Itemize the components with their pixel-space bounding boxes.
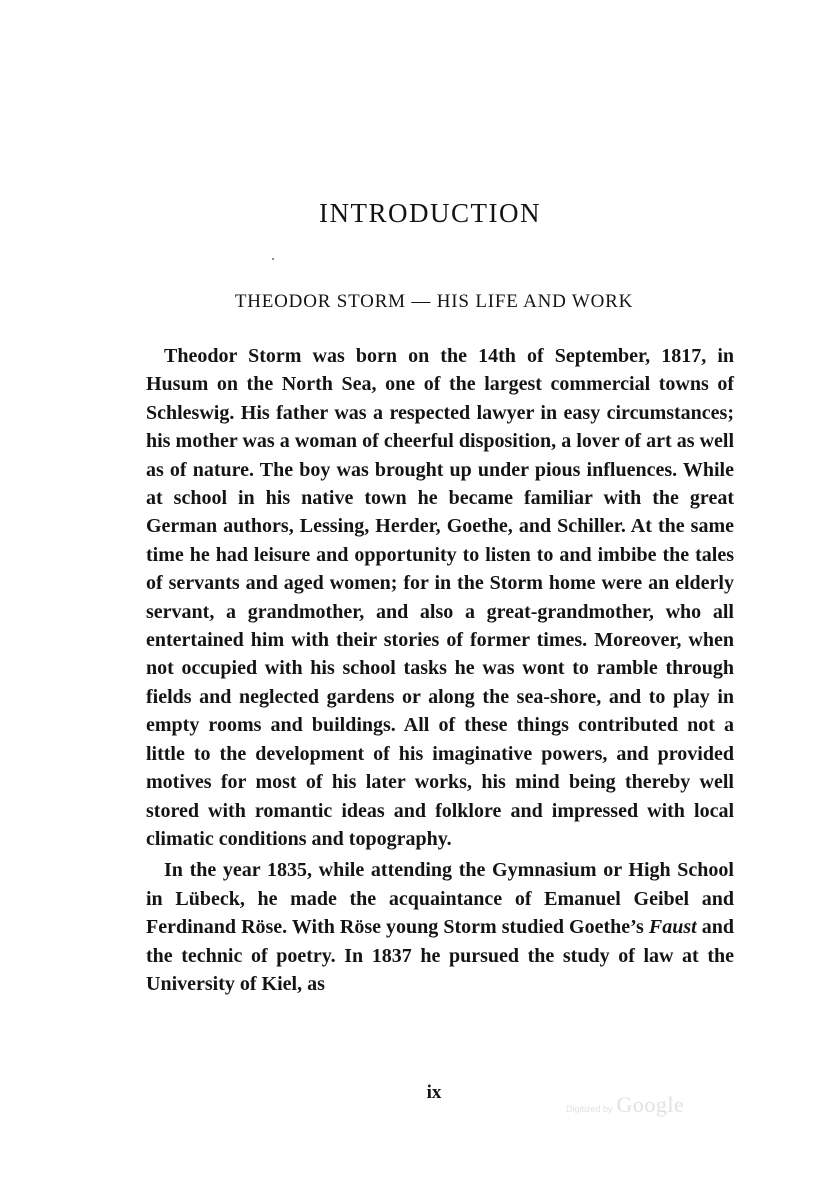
paragraph-2 (146, 856, 734, 998)
body-text (146, 342, 734, 998)
faust-emphasis: Faust (648, 916, 697, 939)
ink-speck (272, 258, 274, 260)
section-heading: THEODOR STORM — HIS LIFE AND WORK (234, 291, 634, 312)
watermark-google-logo: Google (616, 1092, 685, 1117)
watermark-digitized-by: Digitized by (566, 1104, 613, 1114)
paragraph-2-after: and the technic of poetry. In 1837 he pursued the study of law at the University of Kiel, as (146, 916, 735, 995)
page-number: ix (426, 1082, 442, 1103)
google-watermark (566, 1092, 684, 1118)
paragraph-2-before: In the year 1835, while attending the Gymnasium or High School in Lübeck, he made the acquaintance of Emanuel Geibel and Ferdinand Röse. With Röse young Storm studied Goethe’s (146, 859, 734, 939)
page-title: INTRODUCTION (319, 198, 541, 228)
paragraph-1: Theodor Storm was born on the 14th of September, 1817, in Husum on the North Sea, one of the largest commercial towns of Schleswig. His father was a respected lawyer in easy circumstances; his mother was a woman of cheerful disposition, a lover of art as well as of nature. The boy was brought up under pious influences. While at school in his native town he became familiar with the great German authors, Lessing, Herder, Goethe, and Schiller. At the same time he had leisure and opportunity to listen to and imbibe the tales of servants and aged women; for in the Storm home were an elderly servant, a grandmother, and also a great-grandmother, who all entertained him with their stories of former times. Moreover, when not occupied with his school tasks he was wont to ramble through fields and neglected gardens or along the sea-shore, and to play in empty rooms and buildings. All of these things contributed not a little to the development of his imaginative powers, and provided motives for most of his later works, his mind being thereby well stored with romantic ideas and folklore and impressed with local climatic conditions and topography. (146, 345, 734, 850)
